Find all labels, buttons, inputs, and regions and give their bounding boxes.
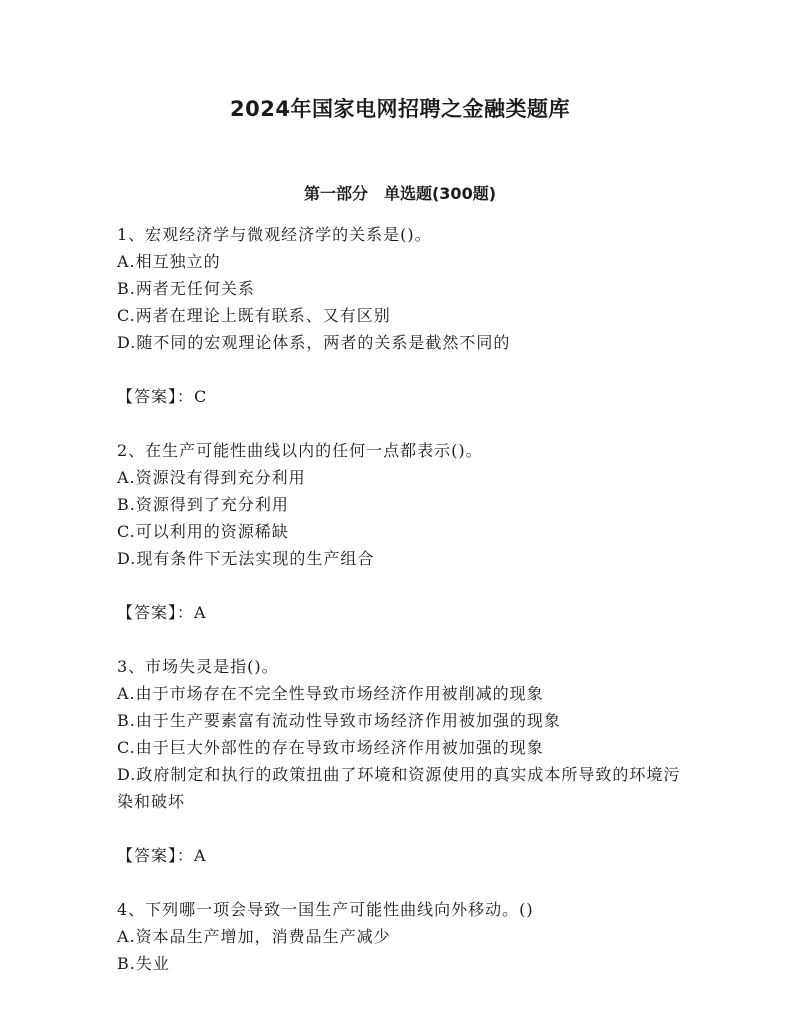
- option-a: A.资本品生产增加，消费品生产减少: [117, 927, 391, 946]
- option-b: B.由于生产要素富有流动性导致市场经济作用被加强的现象: [117, 711, 561, 730]
- answer-value: A: [194, 603, 207, 622]
- question-stem: 3、市场失灵是指()。: [117, 657, 279, 676]
- answer-line: [117, 383, 687, 410]
- answer-line: [117, 599, 687, 626]
- question-stem: 1、宏观经济学与微观经济学的关系是()。: [117, 225, 432, 244]
- option-b: B.资源得到了充分利用: [117, 495, 289, 514]
- option-b: B.两者无任何关系: [117, 279, 255, 298]
- question-1: [117, 221, 687, 410]
- option-c: C.可以利用的资源稀缺: [117, 522, 289, 541]
- question-2: [117, 437, 687, 626]
- answer-label: 【答案】：: [117, 387, 195, 406]
- answer-label: 【答案】：: [117, 603, 195, 622]
- answer-value: A: [194, 846, 207, 865]
- option-a: A.资源没有得到充分利用: [117, 468, 306, 487]
- option-a: A.由于市场存在不完全性导致市场经济作用被削减的现象: [117, 684, 544, 703]
- question-stem: 4、下列哪一项会导致一国生产可能性曲线向外移动。(): [117, 900, 534, 919]
- option-b: B.失业: [117, 954, 170, 973]
- answer-label: 【答案】：: [117, 846, 195, 865]
- option-d: D.随不同的宏观理论体系，两者的关系是截然不同的: [117, 333, 511, 352]
- option-c: C.两者在理论上既有联系、又有区别: [117, 306, 391, 325]
- answer-line: [117, 842, 687, 869]
- question-stem: 2、在生产可能性曲线以内的任何一点都表示()。: [117, 441, 483, 460]
- question-list: [117, 221, 687, 1004]
- option-d: D.政府制定和执行的政策扭曲了环境和资源使用的真实成本所导致的环境污染和破坏: [117, 765, 681, 811]
- option-c: C.由于巨大外部性的存在导致市场经济作用被加强的现象: [117, 738, 544, 757]
- document-title: 2024年国家电网招聘之金融类题库: [230, 97, 570, 121]
- section-title: 第一部分 单选题(300题): [303, 184, 497, 203]
- question-4: [117, 896, 687, 977]
- question-3: [117, 653, 687, 869]
- option-a: A.相互独立的: [117, 252, 221, 271]
- option-d: D.现有条件下无法实现的生产组合: [117, 549, 375, 568]
- answer-value: C: [194, 387, 208, 406]
